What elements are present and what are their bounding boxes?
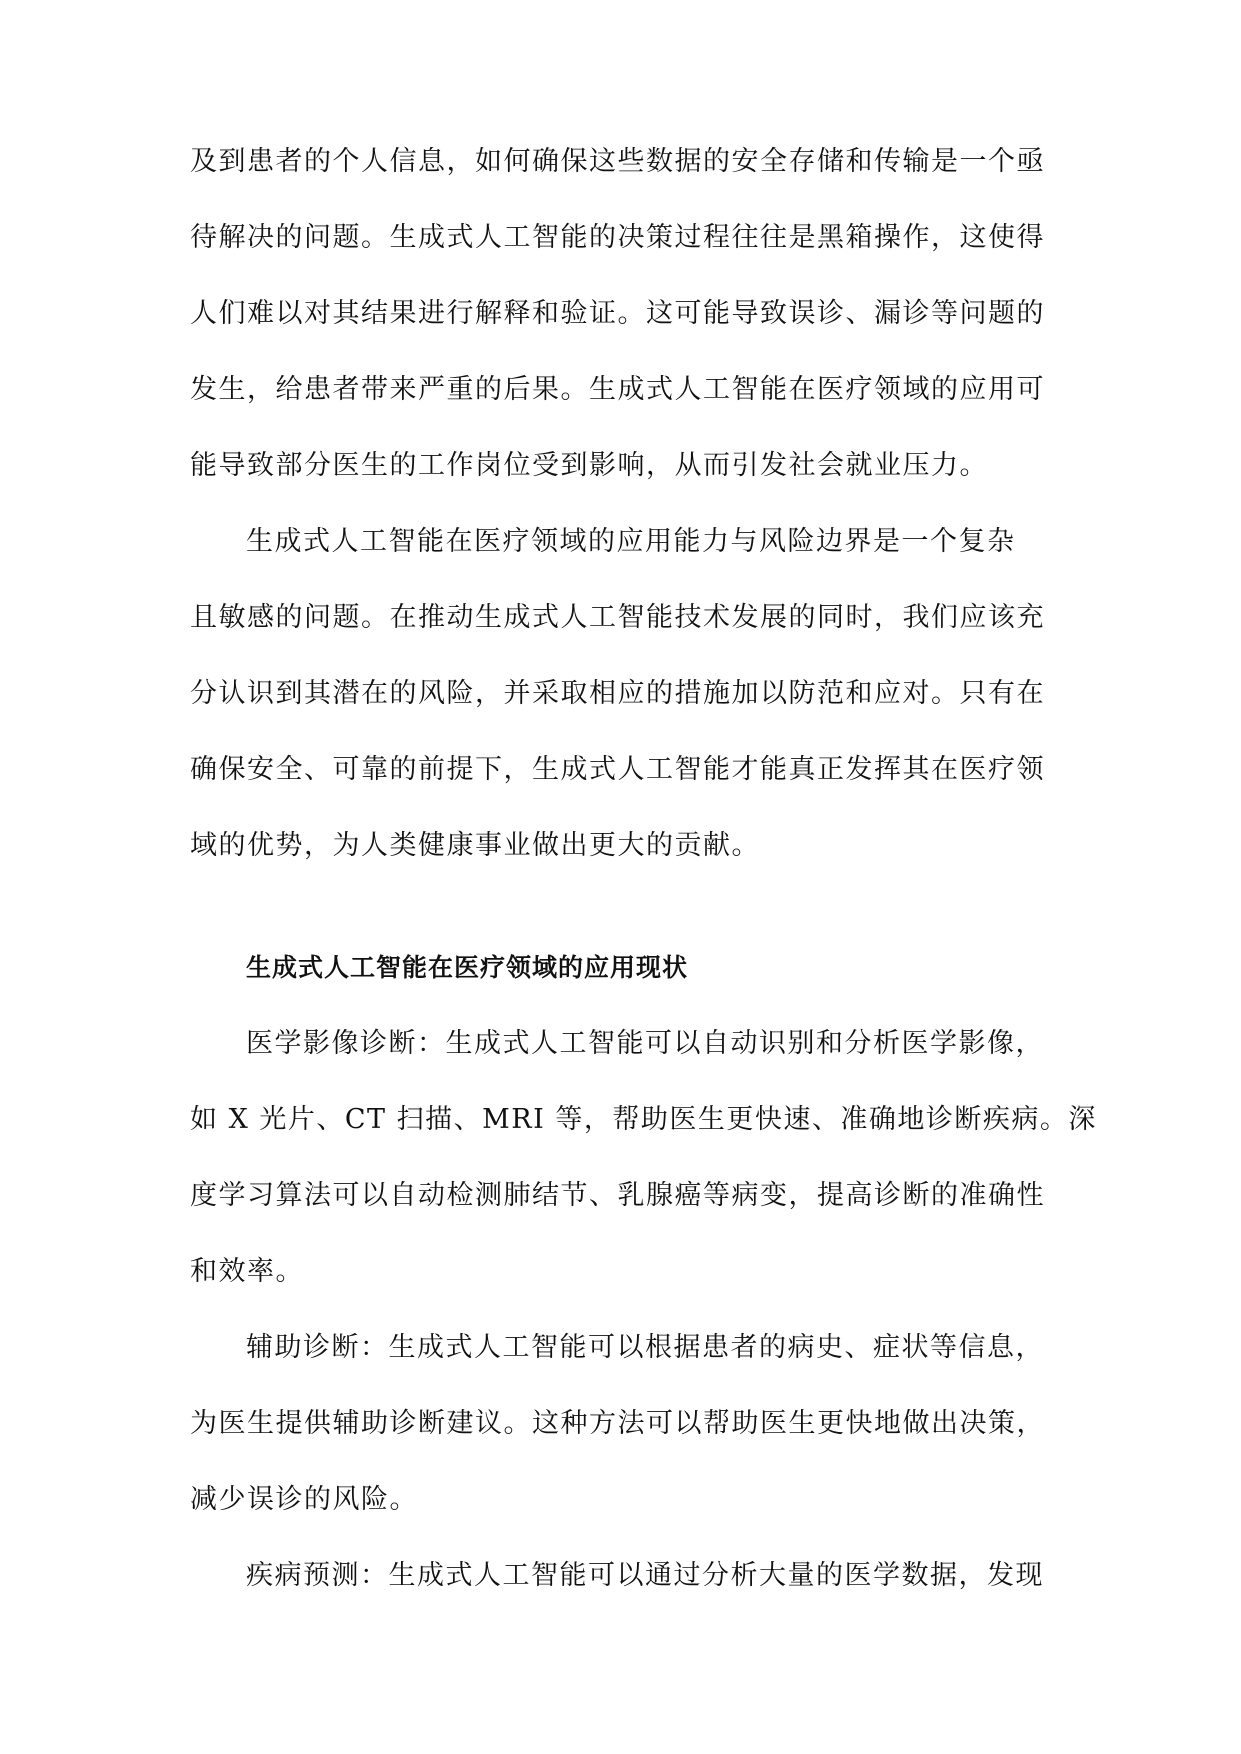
text-line: 如 X 光片、CT 扫描、MRI 等，帮助医生更快速、准确地诊断疾病。深	[190, 1104, 1097, 1135]
text-line: 疾病预测：生成式人工智能可以通过分析大量的医学数据，发现	[246, 1560, 1044, 1591]
text-line: 发生，给患者带来严重的后果。生成式人工智能在医疗领域的应用可	[190, 374, 1045, 405]
text-line: 减少误诊的风险。	[190, 1484, 418, 1515]
text-line: 确保安全、可靠的前提下，生成式人工智能才能真正发挥其在医疗领	[190, 754, 1045, 785]
text-line: 能导致部分医生的工作岗位受到影响，从而引发社会就业压力。	[190, 450, 988, 481]
text-line: 且敏感的问题。在推动生成式人工智能技术发展的同时，我们应该充	[190, 602, 1045, 633]
text-line: 和效率。	[190, 1256, 304, 1287]
text-line: 为医生提供辅助诊断建议。这种方法可以帮助医生更快地做出决策，	[190, 1408, 1045, 1439]
text-line: 待解决的问题。生成式人工智能的决策过程往往是黑箱操作，这使得	[190, 222, 1045, 253]
text-line: 度学习算法可以自动检测肺结节、乳腺癌等病变，提高诊断的准确性	[190, 1180, 1045, 1211]
text-line: 生成式人工智能在医疗领域的应用能力与风险边界是一个复杂	[246, 526, 1016, 557]
text-line: 辅助诊断：生成式人工智能可以根据患者的病史、症状等信息，	[246, 1332, 1044, 1363]
text-line: 人们难以对其结果进行解释和验证。这可能导致误诊、漏诊等问题的	[190, 298, 1045, 329]
text-line: 及到患者的个人信息，如何确保这些数据的安全存储和传输是一个亟	[190, 146, 1045, 177]
text-line: 域的优势，为人类健康事业做出更大的贡献。	[190, 830, 760, 861]
text-line: 分认识到其潜在的风险，并采取相应的措施加以防范和应对。只有在	[190, 678, 1045, 709]
section-heading: 生成式人工智能在医疗领域的应用现状	[246, 953, 689, 982]
text-line: 医学影像诊断：生成式人工智能可以自动识别和分析医学影像，	[246, 1028, 1044, 1059]
